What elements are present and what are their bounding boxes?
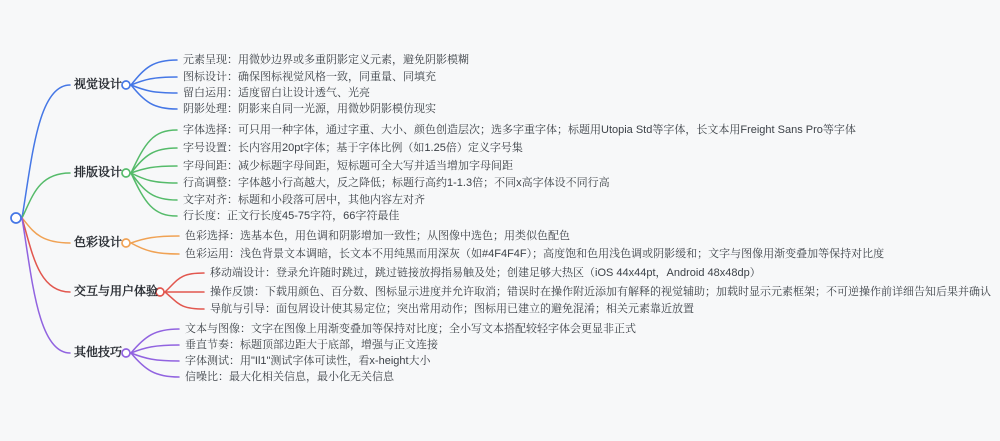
branch-label-typography[interactable]: 排版设计: [74, 165, 123, 179]
branch-label-other-tips[interactable]: 其他技巧: [74, 345, 123, 359]
leaf-connector: [131, 85, 177, 109]
leaf-connector: [131, 77, 177, 85]
branch-node-circle-visual-design[interactable]: [122, 81, 130, 89]
leaf-node-typography-0[interactable]: 字体选择：可只用一种字体，通过字重、大小、颜色创造层次；选多字重字体；标题用Utopia Std等字体，长文本用Freight Sans Pro等字体: [183, 124, 856, 136]
leaf-node-visual-design-3[interactable]: 阴影处理：阴影来自同一光源，用微妙阴影模仿现实: [183, 103, 436, 115]
leaf-connector: [131, 236, 179, 243]
leaf-connector: [131, 166, 177, 173]
leaf-node-color-design-0[interactable]: 色彩选择：选基本色，用色调和阴影增加一致性；从图像中选色；用类似色配色: [185, 230, 570, 242]
leaf-node-interaction-ux-0[interactable]: 移动端设计：登录允许随时跳过，跳过链接放拇指易触及处；创建足够大热区（iOS 44x44pt，Android 48x48dp）: [210, 267, 761, 279]
leaf-node-other-tips-0[interactable]: 文本与图像：文字在图像上用渐变叠加等保持对比度；全小写文本搭配较轻字体会更显非正式: [185, 323, 636, 335]
leaf-node-interaction-ux-2[interactable]: 导航与引导：面包屑设计使其易定位；突出常用动作；图标用已建立的避免混淆；相关元素靠近放置: [210, 303, 694, 315]
leaf-connector: [131, 173, 177, 216]
branch-label-interaction-ux[interactable]: 交互与用户体验: [74, 284, 159, 298]
branch-connector: [22, 173, 70, 218]
leaf-node-typography-5[interactable]: 行长度：正文行长度45-75字符，66字符最佳: [183, 210, 400, 222]
leaf-node-other-tips-2[interactable]: 字体测试：用"Il1"测试字体可读性，看x-height大小: [185, 355, 431, 367]
branch-connector: [22, 218, 70, 243]
branch-node-circle-other-tips[interactable]: [122, 349, 130, 357]
leaf-node-other-tips-3[interactable]: 信噪比：最大化相关信息，最小化无关信息: [185, 371, 394, 383]
branch-label-color-design[interactable]: 色彩设计: [74, 235, 123, 249]
leaf-connector: [131, 345, 179, 353]
leaf-connector: [131, 353, 179, 361]
leaf-node-typography-4[interactable]: 文字对齐：标题和小段落可居中，其他内容左对齐: [183, 194, 425, 206]
leaf-connector: [131, 329, 179, 353]
leaf-node-interaction-ux-1[interactable]: 操作反馈：下载用颜色、百分数、图标显示进度并允许取消；错误时在操作附近添加有解释的视觉辅助；加载时显示元素框架；不可逆操作前详细告知后果并确认: [210, 286, 991, 298]
branch-connector: [22, 218, 70, 292]
leaf-connector: [165, 273, 204, 292]
leaf-node-typography-1[interactable]: 字号设置：长内容用20pt字体；基于字体比例（如1.25倍）定义字号集: [183, 142, 523, 154]
branch-node-circle-color-design[interactable]: [122, 239, 130, 247]
leaf-node-visual-design-1[interactable]: 图标设计：确保图标视觉风格一致，同重量、同填充: [183, 71, 436, 83]
branch-connector: [22, 218, 70, 353]
root-node[interactable]: [11, 213, 21, 223]
leaf-node-other-tips-1[interactable]: 垂直节奏：标题顶部边距大于底部，增强与正文连接: [185, 339, 438, 351]
leaf-node-visual-design-2[interactable]: 留白运用：适度留白让设计透气、光亮: [183, 87, 370, 99]
leaf-node-typography-2[interactable]: 字母间距：减少标题字母间距，短标题可全大写并适当增加字母间距: [183, 160, 513, 172]
branch-connector: [22, 85, 70, 218]
leaf-node-color-design-1[interactable]: 色彩运用：浅色背景文本调暗，长文本不用纯黑而用深灰（如#4F4F4F）；高度饱和色用浅色调或阴影缓和；文字与图像用渐变叠加等保持对比度: [185, 248, 885, 260]
branch-node-circle-typography[interactable]: [122, 169, 130, 177]
leaf-connector: [165, 292, 204, 309]
leaf-connector: [131, 60, 177, 85]
branch-label-visual-design[interactable]: 视觉设计: [74, 77, 123, 91]
leaf-node-typography-3[interactable]: 行高调整：字体越小行高越大，反之降低；标题行高约1-1.3倍；不同x高字体设不同行高: [183, 177, 610, 189]
leaf-node-visual-design-0[interactable]: 元素呈现：用微妙边界或多重阴影定义元素，避免阴影模糊: [183, 54, 469, 66]
leaf-connector: [131, 353, 179, 377]
leaf-connector: [131, 243, 179, 254]
